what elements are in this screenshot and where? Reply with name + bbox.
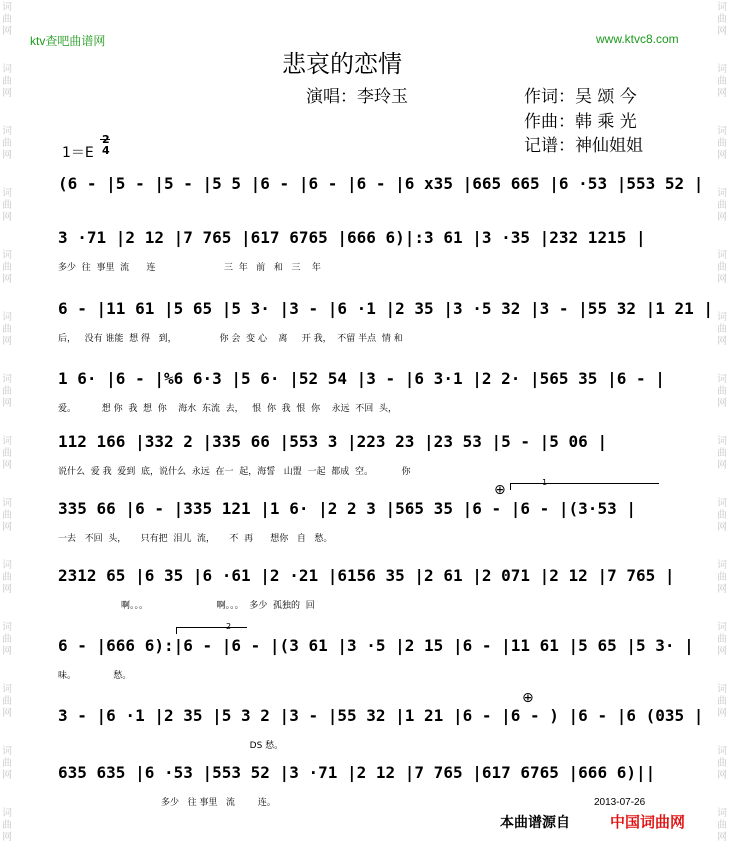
watermark-mark: 词 曲 网 [717, 746, 727, 781]
notation-row: 3 - |6 ·1 |2 35 |5 3 2 |3 - |55 32 |1 21 |6 - |6 - ) |6 - |6 (035 | [58, 706, 704, 725]
notation-row: 335 66 |6 - |335 121 |1 6· |2 2 3 |565 35 |6 - |6 - |(3·53 | [58, 499, 636, 518]
second-ending-number: 2 [226, 622, 232, 631]
watermark-mark: 词 曲 网 [717, 498, 727, 533]
time-signature-bottom: 4 [102, 144, 110, 157]
notation-row: 1 6· |6 - |%6 6·3 |5 6· |52 54 |3 - |6 3·1 |2 2· |565 35 |6 - | [58, 369, 665, 388]
watermark-mark: 词 曲 网 [717, 2, 727, 37]
watermark-mark: 词 曲 网 [717, 374, 727, 409]
watermark-mark: 词 曲 网 [717, 436, 727, 471]
composer-credit: 作曲：韩 乘 光 [524, 112, 637, 132]
source-name: 中国词曲网 [610, 813, 686, 831]
lyrics-row: 说什么 爱 我 爱到 底，说什么 永远 在一 起，海誓 山盟 一起 都成 空。 你 [58, 467, 411, 477]
watermark-mark: 词 曲 网 [2, 498, 12, 533]
transcriber-credit: 记谱：神仙姐姐 [524, 136, 643, 156]
lyrics-row: 爱。 想 你 我 想 你 海水 东流 去， 恨 你 我 恨 你 永远 不回 头， [58, 404, 398, 414]
coda-sign-2: ⊕ [522, 690, 534, 706]
time-signature-bar [100, 139, 110, 140]
lyrics-row: 一去 不回 头， 只有把 泪儿 流， 不 再 想你 自 愁。 [58, 534, 333, 544]
watermark-mark: 词 曲 网 [2, 312, 12, 347]
watermark-mark: 词 曲 网 [2, 808, 12, 843]
notation-row: (6 - |5 - |5 - |5 5 |6 - |6 - |6 - |6 x35 |665 665 |6 ·53 |553 52 | [58, 174, 704, 193]
lyrics-row: DS 愁。 [58, 741, 284, 751]
notation-row: 2312 65 |6 35 |6 ·61 |2 ·21 |6156 35 |2 61 |2 071 |2 12 |7 765 | [58, 566, 675, 585]
key-signature: 1＝E [62, 145, 94, 161]
watermark-mark: 词 曲 网 [2, 374, 12, 409]
watermark-mark: 词 曲 网 [2, 560, 12, 595]
watermark-mark: 词 曲 网 [2, 64, 12, 99]
watermark-mark: 词 曲 网 [717, 808, 727, 843]
first-ending-bracket [510, 483, 659, 490]
second-ending-bracket [176, 627, 247, 634]
watermark-mark: 词 曲 网 [717, 560, 727, 595]
watermark-mark: 词 曲 网 [2, 746, 12, 781]
lyrics-row: 味。 愁。 [58, 671, 132, 681]
watermark-mark: 词 曲 网 [717, 250, 727, 285]
song-title: 悲哀的恋情 [282, 50, 402, 78]
notation-row: 112 166 |332 2 |335 66 |553 3 |223 23 |23 53 |5 - |5 06 | [58, 432, 608, 451]
watermark-mark: 词 曲 网 [2, 250, 12, 285]
notation-row: 635 635 |6 ·53 |553 52 |3 ·71 |2 12 |7 765 |617 6765 |666 6)|| [58, 763, 656, 782]
source-label: 本曲谱源自 [500, 815, 570, 831]
watermark-mark: 词 曲 网 [2, 2, 12, 37]
lyrics-row: 后， 没有 谁能 想 得 到， 你 会 变 心 离 开 我， 不留 半点 情 和 [58, 334, 403, 344]
date-stamp: 2013-07-26 [594, 797, 646, 808]
time-signature-top: 2 [102, 133, 110, 146]
watermark-mark: 词 曲 网 [2, 126, 12, 161]
watermark-mark: 词 曲 网 [717, 622, 727, 657]
site-url-right: www.ktvc8.com [596, 32, 679, 46]
watermark-mark: 词 曲 网 [717, 126, 727, 161]
singer-credit: 演唱：李玲玉 [306, 87, 408, 107]
watermark-mark: 词 曲 网 [2, 188, 12, 223]
watermark-mark: 词 曲 网 [2, 684, 12, 719]
watermark-mark: 词 曲 网 [717, 312, 727, 347]
lyricist-credit: 作词：吴 颂 今 [524, 87, 637, 107]
watermark-mark: 词 曲 网 [2, 622, 12, 657]
lyrics-row: 啊。。。 啊。。。 多少 孤独的 回 [58, 601, 315, 611]
lyrics-row: 多少 往 事里 流 连 三 年 前 和 三 年 [58, 263, 321, 273]
notation-row: 3 ·71 |2 12 |7 765 |617 6765 |666 6)|:3 61 |3 ·35 |232 1215 | [58, 228, 646, 247]
watermark-mark: 词 曲 网 [717, 188, 727, 223]
notation-row: 6 - |11 61 |5 65 |5 3· |3 - |6 ·1 |2 35 |3 ·5 32 |3 - |55 32 |1 21 | [58, 299, 714, 318]
lyrics-row: 多少 往 事里 流 连。 [58, 798, 276, 808]
watermark-mark: 词 曲 网 [717, 684, 727, 719]
first-ending-number: 1 [542, 478, 548, 487]
coda-sign: ⊕ [494, 482, 506, 498]
notation-row: 6 - |666 6):|6 - |6 - |(3 61 |3 ·5 |2 15 |6 - |11 61 |5 65 |5 3· | [58, 636, 694, 655]
site-name-left: ktv查吧曲谱网 [30, 34, 106, 48]
watermark-mark: 词 曲 网 [717, 64, 727, 99]
watermark-mark: 词 曲 网 [2, 436, 12, 471]
